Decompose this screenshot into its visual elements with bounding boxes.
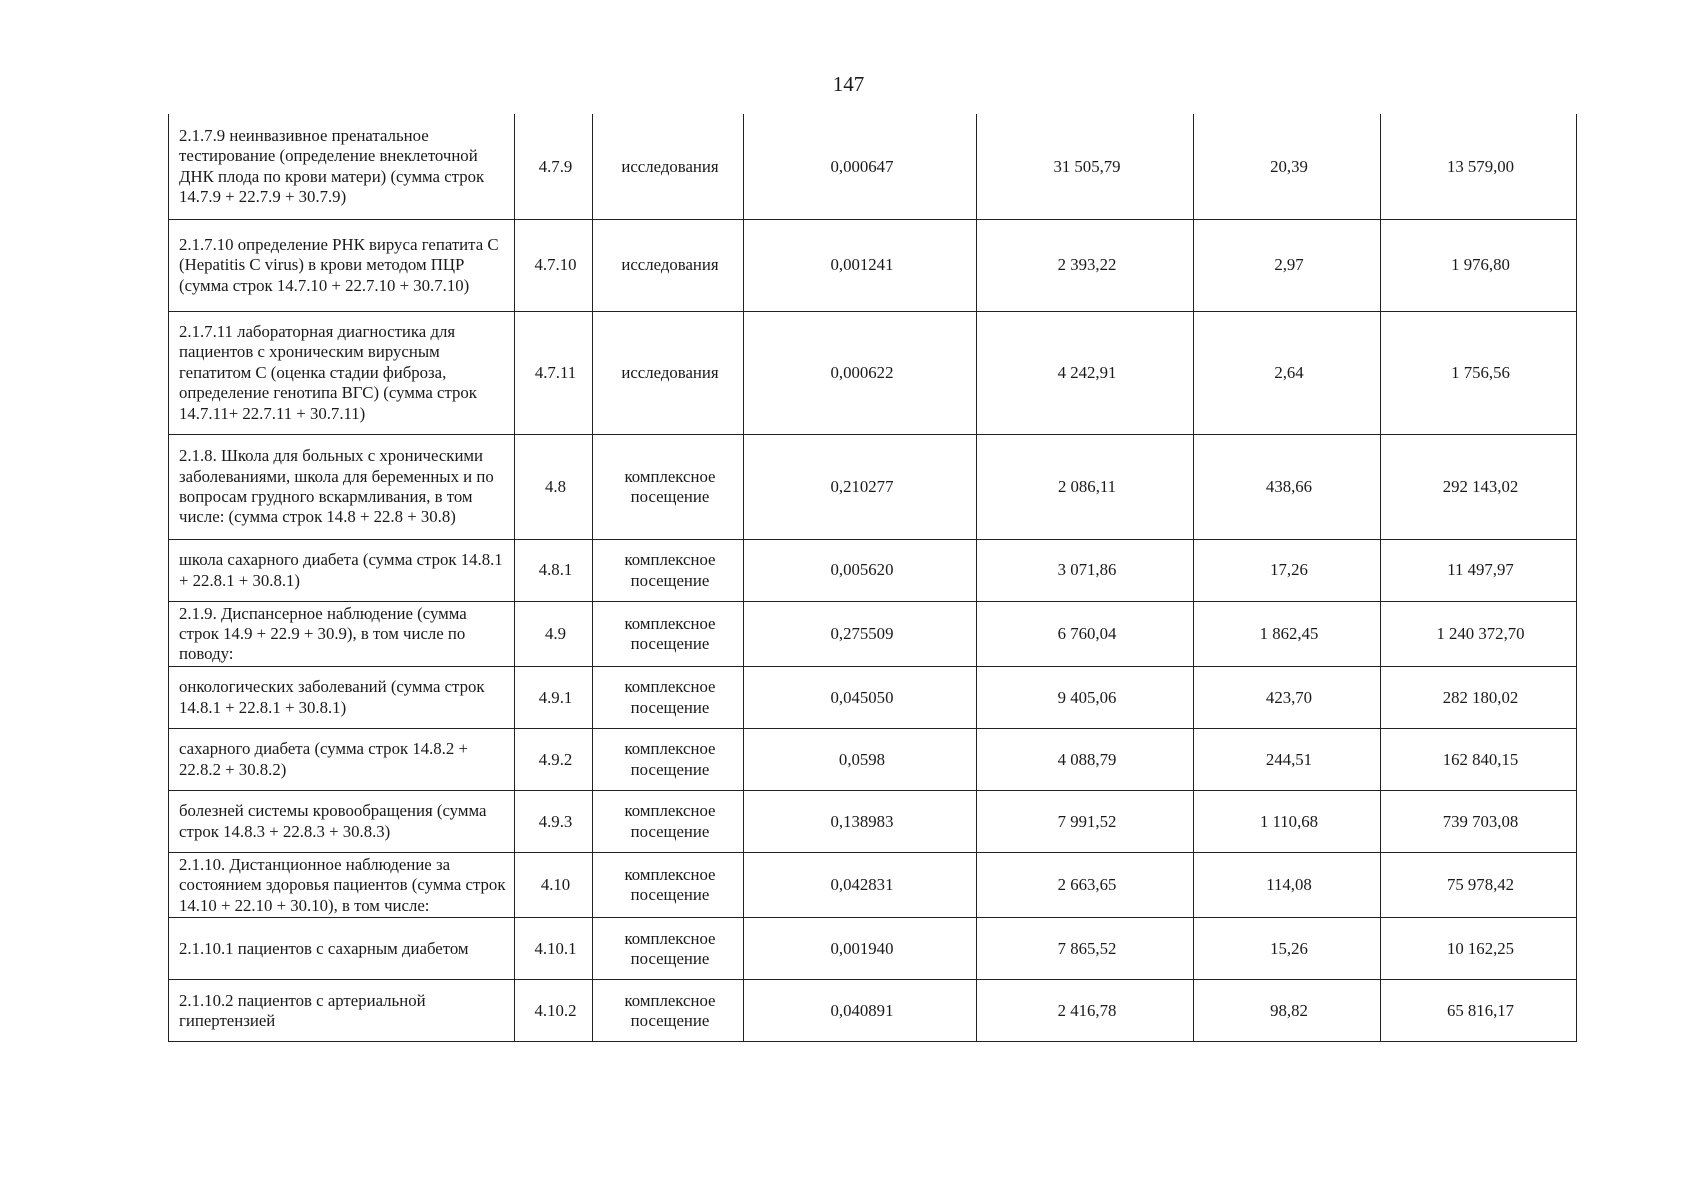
row-value-3-cell: 17,26 bbox=[1194, 539, 1381, 601]
row-value-4-cell: 1 756,56 bbox=[1381, 311, 1577, 434]
row-value-4-cell: 10 162,25 bbox=[1381, 917, 1577, 979]
row-value-4-cell: 11 497,97 bbox=[1381, 539, 1577, 601]
row-value-1-cell: 0,000647 bbox=[744, 114, 977, 219]
row-value-4-cell: 75 978,42 bbox=[1381, 852, 1577, 917]
row-value-1-cell: 0,042831 bbox=[744, 852, 977, 917]
row-unit-cell: комплексное посещение bbox=[593, 539, 744, 601]
row-unit-cell: комплексное посещение bbox=[593, 917, 744, 979]
row-name-cell: 2.1.7.9 неинвазивное пренатальное тестирование (определение внеклеточной ДНК плода по крови матери) (сумма строк 14.7.9 + 22.7.9 + 30.7.9) bbox=[169, 114, 515, 219]
row-value-3-cell: 1 110,68 bbox=[1194, 790, 1381, 852]
row-unit-cell: комплексное посещение bbox=[593, 979, 744, 1041]
row-value-4-cell: 1 240 372,70 bbox=[1381, 601, 1577, 666]
row-name-cell: сахарного диабета (сумма строк 14.8.2 + 22.8.2 + 30.8.2) bbox=[169, 728, 515, 790]
row-value-1-cell: 0,0598 bbox=[744, 728, 977, 790]
row-code-cell: 4.8 bbox=[515, 434, 593, 539]
row-value-1-cell: 0,275509 bbox=[744, 601, 977, 666]
row-value-2-cell: 31 505,79 bbox=[977, 114, 1194, 219]
row-name-cell: онкологических заболеваний (сумма строк 14.8.1 + 22.8.1 + 30.8.1) bbox=[169, 666, 515, 728]
row-value-4-cell: 292 143,02 bbox=[1381, 434, 1577, 539]
row-value-4-cell: 13 579,00 bbox=[1381, 114, 1577, 219]
row-unit-cell: комплексное посещение bbox=[593, 666, 744, 728]
row-name-cell: 2.1.10.1 пациентов с сахарным диабетом bbox=[169, 917, 515, 979]
row-value-2-cell: 4 088,79 bbox=[977, 728, 1194, 790]
row-unit-cell: комплексное посещение bbox=[593, 434, 744, 539]
row-value-1-cell: 0,001940 bbox=[744, 917, 977, 979]
row-value-2-cell: 2 086,11 bbox=[977, 434, 1194, 539]
row-code-cell: 4.10.1 bbox=[515, 917, 593, 979]
row-code-cell: 4.8.1 bbox=[515, 539, 593, 601]
row-value-1-cell: 0,138983 bbox=[744, 790, 977, 852]
row-unit-cell: комплексное посещение bbox=[593, 852, 744, 917]
row-value-3-cell: 15,26 bbox=[1194, 917, 1381, 979]
table-row bbox=[169, 539, 1577, 601]
row-value-3-cell: 423,70 bbox=[1194, 666, 1381, 728]
row-value-3-cell: 244,51 bbox=[1194, 728, 1381, 790]
row-value-3-cell: 2,64 bbox=[1194, 311, 1381, 434]
row-value-2-cell: 6 760,04 bbox=[977, 601, 1194, 666]
page-number: 147 bbox=[832, 72, 865, 96]
row-unit-cell: комплексное посещение bbox=[593, 790, 744, 852]
table-body bbox=[169, 114, 1577, 1041]
table-row bbox=[169, 917, 1577, 979]
table-row bbox=[169, 114, 1577, 219]
row-name-cell: 2.1.7.11 лабораторная диагностика для пациентов с хроническим вирусным гепатитом С (оценка стадии фиброза, определение генотипа ВГС) (сумма строк 14.7.11+ 22.7.11 + 30.7.11) bbox=[169, 311, 515, 434]
row-name-cell: 2.1.10. Дистанционное наблюдение за состоянием здоровья пациентов (сумма строк 14.10 + 22.10 + 30.10), в том числе: bbox=[169, 852, 515, 917]
row-value-2-cell: 3 071,86 bbox=[977, 539, 1194, 601]
row-value-3-cell: 20,39 bbox=[1194, 114, 1381, 219]
row-value-4-cell: 1 976,80 bbox=[1381, 219, 1577, 311]
row-value-3-cell: 438,66 bbox=[1194, 434, 1381, 539]
table-row bbox=[169, 219, 1577, 311]
row-code-cell: 4.7.10 bbox=[515, 219, 593, 311]
row-unit-cell: комплексное посещение bbox=[593, 728, 744, 790]
row-name-cell: 2.1.10.2 пациентов с артериальной гипертензией bbox=[169, 979, 515, 1041]
row-value-1-cell: 0,040891 bbox=[744, 979, 977, 1041]
row-unit-cell: комплексное посещение bbox=[593, 601, 744, 666]
row-code-cell: 4.9.1 bbox=[515, 666, 593, 728]
row-code-cell: 4.9.3 bbox=[515, 790, 593, 852]
row-value-4-cell: 162 840,15 bbox=[1381, 728, 1577, 790]
row-value-3-cell: 2,97 bbox=[1194, 219, 1381, 311]
row-value-2-cell: 7 991,52 bbox=[977, 790, 1194, 852]
row-code-cell: 4.10.2 bbox=[515, 979, 593, 1041]
row-unit-cell: исследования bbox=[593, 219, 744, 311]
table-row bbox=[169, 434, 1577, 539]
table-row bbox=[169, 666, 1577, 728]
row-value-2-cell: 2 416,78 bbox=[977, 979, 1194, 1041]
row-value-1-cell: 0,045050 bbox=[744, 666, 977, 728]
row-value-2-cell: 2 663,65 bbox=[977, 852, 1194, 917]
row-value-3-cell: 1 862,45 bbox=[1194, 601, 1381, 666]
row-code-cell: 4.9 bbox=[515, 601, 593, 666]
row-value-2-cell: 9 405,06 bbox=[977, 666, 1194, 728]
table-row bbox=[169, 311, 1577, 434]
row-name-cell: болезней системы кровообращения (сумма строк 14.8.3 + 22.8.3 + 30.8.3) bbox=[169, 790, 515, 852]
row-code-cell: 4.7.9 bbox=[515, 114, 593, 219]
table-row bbox=[169, 979, 1577, 1041]
row-value-2-cell: 2 393,22 bbox=[977, 219, 1194, 311]
row-value-1-cell: 0,001241 bbox=[744, 219, 977, 311]
table-row bbox=[169, 728, 1577, 790]
table-row bbox=[169, 852, 1577, 917]
row-name-cell: 2.1.7.10 определение РНК вируса гепатита С (Hepatitis C virus) в крови методом ПЦР (сумма строк 14.7.10 + 22.7.10 + 30.7.10) bbox=[169, 219, 515, 311]
row-unit-cell: исследования bbox=[593, 114, 744, 219]
row-name-cell: 2.1.8. Школа для больных с хроническими заболеваниями, школа для беременных и по вопросам грудного вскармливания, в том числе: (сумма строк 14.8 + 22.8 + 30.8) bbox=[169, 434, 515, 539]
row-value-1-cell: 0,005620 bbox=[744, 539, 977, 601]
row-name-cell: школа сахарного диабета (сумма строк 14.8.1 + 22.8.1 + 30.8.1) bbox=[169, 539, 515, 601]
table-row bbox=[169, 790, 1577, 852]
row-unit-cell: исследования bbox=[593, 311, 744, 434]
row-value-1-cell: 0,000622 bbox=[744, 311, 977, 434]
tariff-table bbox=[168, 114, 1577, 1042]
row-value-1-cell: 0,210277 bbox=[744, 434, 977, 539]
row-value-2-cell: 7 865,52 bbox=[977, 917, 1194, 979]
row-value-3-cell: 114,08 bbox=[1194, 852, 1381, 917]
row-code-cell: 4.10 bbox=[515, 852, 593, 917]
table-row bbox=[169, 601, 1577, 666]
row-value-2-cell: 4 242,91 bbox=[977, 311, 1194, 434]
row-name-cell: 2.1.9. Диспансерное наблюдение (сумма строк 14.9 + 22.9 + 30.9), в том числе по поводу: bbox=[169, 601, 515, 666]
row-code-cell: 4.7.11 bbox=[515, 311, 593, 434]
row-value-4-cell: 65 816,17 bbox=[1381, 979, 1577, 1041]
row-code-cell: 4.9.2 bbox=[515, 728, 593, 790]
row-value-3-cell: 98,82 bbox=[1194, 979, 1381, 1041]
row-value-4-cell: 282 180,02 bbox=[1381, 666, 1577, 728]
row-value-4-cell: 739 703,08 bbox=[1381, 790, 1577, 852]
